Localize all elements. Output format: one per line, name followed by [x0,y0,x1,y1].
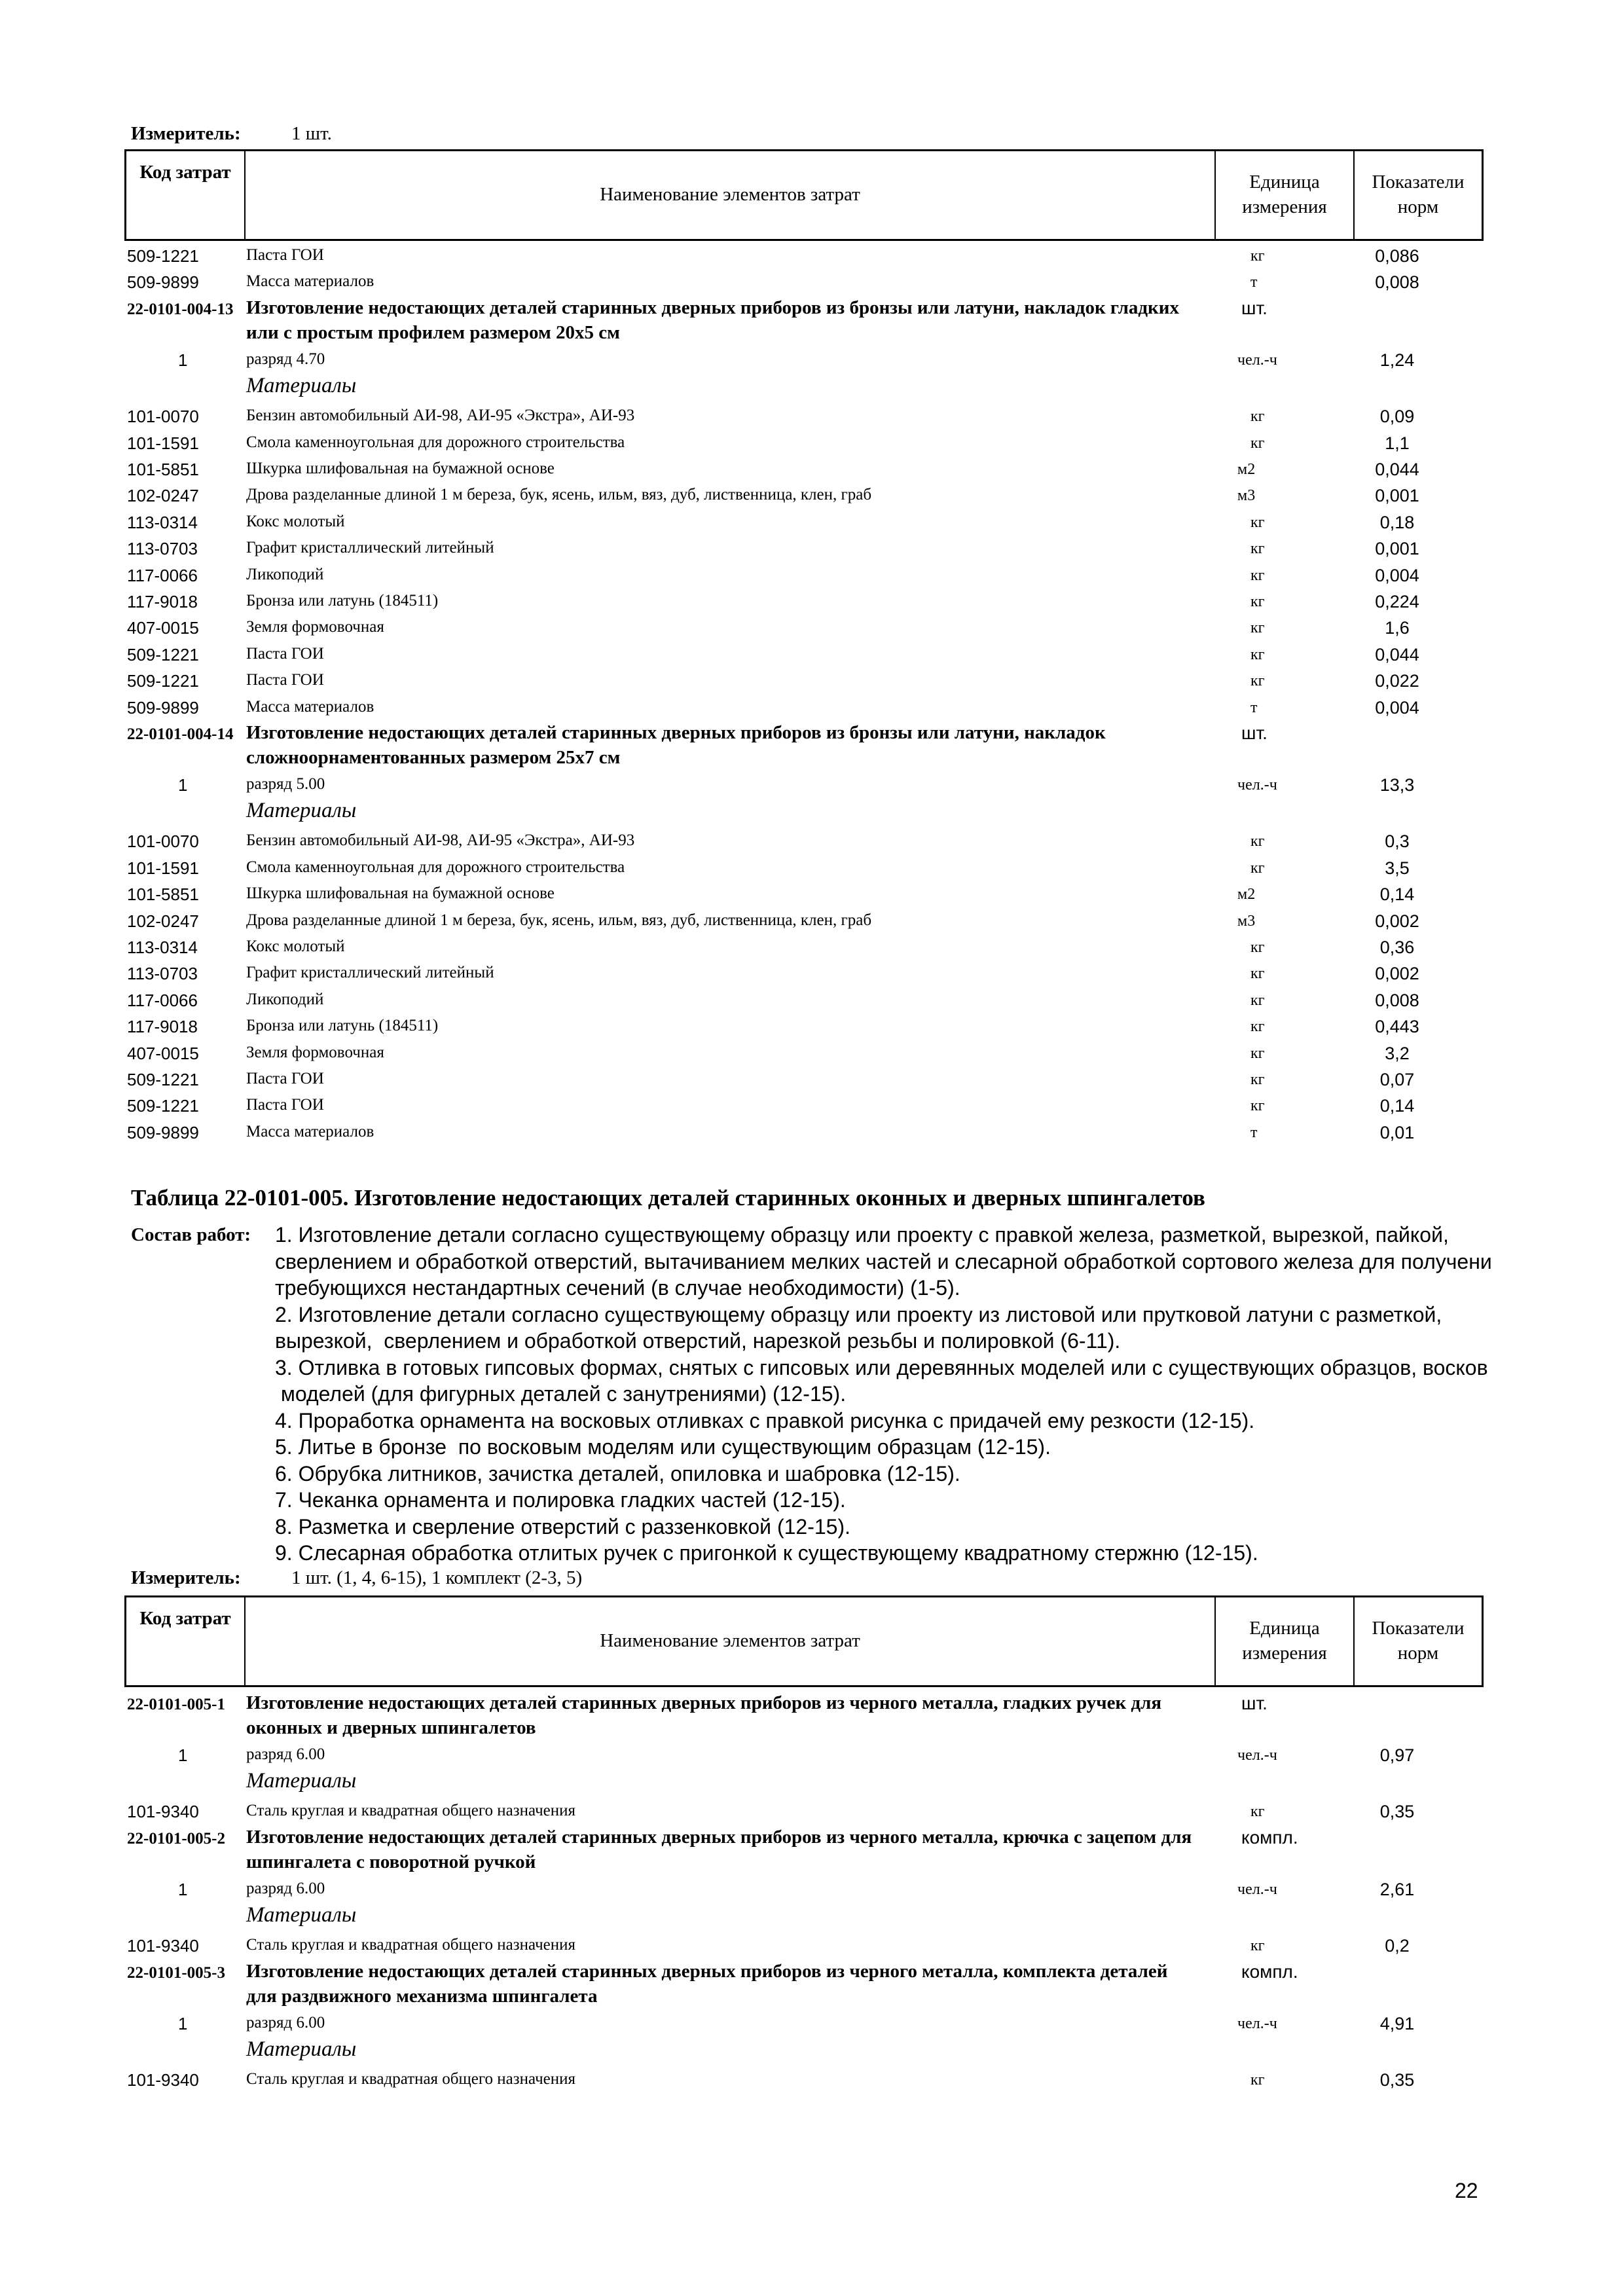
cell-unit: кг [1250,408,1265,426]
composition-label: Состав работ: [131,1224,251,1245]
composition-line: требующихся нестандартных сечений (в случае необходимости) (1-5). [275,1276,960,1300]
cell-name: Изготовление недостающих деталей старинных дверных приборов из черного металла, гладких ручек для оконных и дверных шпингалетов [246,1692,1162,1738]
table-group-row [124,1825,1484,1876]
cell-unit: кг [1250,1937,1265,1955]
cell-code: 1 [178,775,188,795]
table-row [124,456,1484,482]
cell-value: 0,001 [1375,486,1419,506]
cell-name: Паста ГОИ [246,644,324,663]
cell-name: Бензин автомобильный АИ-98, АИ-95 «Экстра», АИ-93 [246,407,635,425]
cell-unit: кг [1250,540,1265,558]
cell-unit: кг [1250,1097,1265,1115]
table-header-1 [124,149,1484,241]
cell-name: Сталь круглая и квадратная общего назначения [246,1802,576,1820]
header-name: Наименование элементов затрат [246,151,1216,239]
cell-unit: кг [1250,1018,1265,1036]
section-row [124,2036,1484,2066]
table-row [124,482,1484,508]
cell-value: 0,004 [1375,565,1419,585]
cell-value: 0,086 [1375,246,1419,266]
table-row [124,346,1484,373]
table-row [124,1066,1484,1092]
table-row [124,403,1484,429]
table-row [124,987,1484,1013]
cell-unit: чел.-ч [1237,2014,1277,2032]
cell-name: Дрова разделанные длиной 1 м береза, бук, ясень, ильм, вяз, дуб, лиственница, клен, граб [246,486,872,504]
cell-value: 13,3 [1379,775,1415,795]
table-row [124,588,1484,614]
cell-name: Материалы [246,799,357,823]
cell-unit: кг [1250,619,1265,637]
cell-value: 0,35 [1379,2070,1415,2090]
cell-name: разряд 4.70 [246,350,325,368]
cell-name: разряд 6.00 [246,2013,325,2032]
cell-code: 1 [178,1879,188,1899]
cell-unit: кг [1250,859,1265,877]
cell-value: 0,09 [1379,407,1415,427]
table-row [124,268,1484,295]
cell-code: 22-0101-005-1 [127,1696,225,1713]
cell-unit: м3 [1237,487,1256,505]
cell-value: 0,01 [1379,1122,1415,1142]
table-row [124,1013,1484,1039]
header-code: Код затрат [126,1597,246,1685]
cell-unit: шт. [1241,1693,1267,1713]
cell-value: 0,36 [1379,938,1415,957]
composition-line: моделей (для фигурных деталей с занутрениями) (12-15). [275,1382,847,1406]
cell-value: 0,004 [1375,697,1419,718]
cell-unit: кг [1250,965,1265,983]
cell-unit: компл. [1241,1961,1298,1982]
cell-name: Бронза или латунь (184511) [246,1017,439,1035]
cell-value: 0,2 [1385,1936,1410,1956]
cell-value: 0,022 [1375,671,1419,691]
cell-unit: чел.-ч [1237,351,1277,369]
cell-name: Сталь круглая и квадратная общего назначения [246,2070,576,2088]
cell-unit: м3 [1237,912,1256,930]
cell-name: Бензин автомобильный АИ-98, АИ-95 «Экстра», АИ-93 [246,831,635,850]
cell-code: 101-5851 [127,884,199,905]
section-row [124,1902,1484,1932]
page-number: 22 [1455,2179,1478,2202]
composition-line: 5. Литье в бронзе по восковым моделям или существующим образцам (12-15). [275,1435,1051,1459]
cell-name: Масса материалов [246,1122,374,1140]
table-row [124,1741,1484,1768]
cell-value: 3,2 [1385,1043,1410,1063]
measure-value: 1 шт. (1, 4, 6-15), 1 комплект (2-3, 5) [291,1567,583,1588]
table-group-row [124,1690,1484,1741]
header-name: Наименование элементов затрат [246,1597,1216,1685]
measure-value: 1 шт. [291,123,332,144]
cell-value: 0,008 [1375,990,1419,1010]
cell-code: 22-0101-005-3 [127,1963,225,1982]
cell-code: 509-9899 [127,272,199,293]
table-row [124,1119,1484,1145]
cell-unit: м2 [1237,461,1256,478]
cell-code: 101-9340 [127,1936,199,1956]
cell-code: 117-9018 [127,1017,198,1037]
cell-unit: кг [1250,1803,1265,1821]
table-row [124,242,1484,268]
cell-unit: кг [1250,991,1265,1009]
table-row [124,614,1484,640]
table-row [124,429,1484,456]
composition-line: 7. Чеканка орнамента и полировка гладких частей (12-15). [275,1488,846,1512]
cell-value: 0,001 [1375,539,1419,559]
cell-code: 113-0703 [127,964,198,984]
cell-name: Графит кристаллический литейный [246,539,494,557]
cell-unit: кг [1250,1044,1265,1062]
table-row [124,641,1484,667]
table-row [124,934,1484,960]
cell-code: 22-0101-004-14 [127,725,234,743]
cell-unit: шт. [1241,297,1267,318]
cell-name: Материалы [246,1903,357,1927]
cell-code: 509-1221 [127,671,199,691]
cell-value: 1,6 [1385,618,1410,638]
cell-code: 101-1591 [127,433,199,453]
cell-code: 117-0066 [127,990,198,1010]
cell-unit: м2 [1237,886,1256,903]
cell-name: Масса материалов [246,272,374,291]
cell-name: Изготовление недостающих деталей старинных дверных приборов из черного металла, комплекта деталей для раздвижного механизма шпингалета [246,1960,1168,2007]
cell-unit: чел.-ч [1237,1880,1277,1898]
cell-value: 2,61 [1379,1879,1415,1899]
cell-name: Изготовление недостающих деталей старинных дверных приборов из черного металла, крючка с зацепом для шпингалета с поворотной ручкой [246,1826,1192,1872]
cell-code: 117-0066 [127,565,198,585]
cell-name: Смола каменноугольная для дорожного строительства [246,433,625,451]
cell-code: 101-9340 [127,2070,199,2090]
cell-code: 101-1591 [127,858,199,878]
cell-name: Земля формовочная [246,1043,384,1061]
cell-unit: кг [1250,593,1265,610]
composition-line: вырезкой, сверлением и обработкой отверстий, нарезкой резьбы и полировкой (6-11). [275,1329,1121,1353]
composition-line: сверлением и обработкой отверстий, вытачиванием мелких частей и слесарной обработкой сортового железа для получени [275,1249,1492,1273]
cell-code: 117-9018 [127,592,198,611]
cell-unit: кг [1250,939,1265,956]
cell-code: 113-0314 [127,938,198,957]
cell-name: Шкурка шлифовальная на бумажной основе [246,884,555,903]
cell-value: 0,14 [1379,1096,1415,1116]
cell-code: 113-0314 [127,512,198,532]
table-row [124,667,1484,693]
cell-code: 102-0247 [127,486,199,506]
table-row [124,1040,1484,1066]
cell-name: Материалы [246,1769,357,1793]
table-row [124,1798,1484,1824]
cell-value: 1,1 [1385,433,1410,453]
header-unit: Единица измерения [1216,1597,1355,1685]
table-row [124,1092,1484,1118]
composition-line: 8. Разметка и сверление отверстий с раззенковкой (12-15). [275,1514,850,1539]
section-row [124,1768,1484,1798]
cell-code: 509-9899 [127,697,199,718]
cell-code: 509-1221 [127,644,199,665]
cell-value: 0,008 [1375,272,1419,293]
cell-unit: кг [1250,1071,1265,1088]
cell-name: Кокс молотый [246,512,345,530]
cell-code: 22-0101-005-2 [127,1829,225,1848]
cell-name: Материалы [246,374,357,398]
cell-name: Материалы [246,2037,357,2061]
cell-unit: кг [1250,566,1265,584]
composition-line: 1. Изготовление детали согласно существующему образцу или проекту с правкой железа, разметкой, вырезкой, пайкой, [275,1223,1449,1247]
composition-line: 9. Слесарная обработка отлитых ручек с пригонкой к существующему квадратному стержню (12-15). [275,1541,1258,1565]
table-row [124,960,1484,986]
table-group-row [124,1959,1484,2010]
measure-line-2 [131,1567,583,1589]
cell-unit: чел.-ч [1237,776,1277,793]
cell-value: 0,14 [1379,884,1415,905]
measure-label: Измеритель: [131,1567,241,1588]
table-row [124,1932,1484,1958]
cell-value: 3,5 [1385,858,1410,878]
section-row [124,373,1484,403]
cell-value: 1,24 [1379,350,1415,370]
cell-unit: т [1250,1123,1258,1141]
cell-value: 0,18 [1379,512,1415,532]
table-row [124,881,1484,907]
cell-value: 0,044 [1375,644,1419,665]
cell-code: 1 [178,350,188,370]
cell-unit: т [1250,274,1258,291]
cell-code: 22-0101-004-13 [127,300,234,318]
cell-code: 1 [178,2013,188,2033]
cell-value: 0,224 [1375,592,1419,611]
cell-value: 0,35 [1379,1802,1415,1822]
header-norm: Показатели норм [1372,1618,1465,1664]
cell-unit: кг [1250,247,1265,264]
cell-value: 0,002 [1375,964,1419,984]
cell-code: 101-9340 [127,1802,199,1822]
measure-line-1 [131,123,332,145]
table-group-row [124,295,1484,346]
table-title: Таблица 22-0101-005. Изготовление недостающих деталей старинных оконных и дверных шпингалетов [131,1185,1205,1211]
table-row [124,694,1484,720]
table-group-row [124,720,1484,771]
cell-name: Шкурка шлифовальная на бумажной основе [246,460,555,477]
cell-name: разряд 6.00 [246,1879,325,1897]
cell-code: 509-1221 [127,246,199,266]
cell-value: 0,07 [1379,1070,1415,1089]
cell-unit: чел.-ч [1237,1747,1277,1764]
cell-code: 101-5851 [127,460,199,479]
cell-value: 0,97 [1379,1745,1415,1765]
table-row [124,509,1484,535]
cell-unit: кг [1250,513,1265,531]
cell-value: 4,91 [1379,2013,1415,2033]
composition-line: 2. Изготовление детали согласно существующему образцу или проекту из листовой или прутковой латуни с разметкой, [275,1302,1442,1326]
cell-code: 1 [178,1745,188,1765]
cell-name: Земля формовочная [246,618,384,636]
cell-name: Дрова разделанные длиной 1 м береза, бук, ясень, ильм, вяз, дуб, лиственница, клен, граб [246,911,872,929]
measure-label: Измеритель: [131,123,241,144]
cell-unit: кг [1250,833,1265,850]
table-row [124,828,1484,854]
cell-unit: кг [1250,646,1265,663]
cell-unit: кг [1250,434,1265,452]
composition-text [275,1222,1493,1567]
table-row [124,907,1484,934]
cell-name: Паста ГОИ [246,1096,324,1114]
cell-unit: кг [1250,672,1265,690]
cell-code: 509-1221 [127,1096,199,1116]
cell-unit: шт. [1241,723,1267,743]
cell-code: 509-1221 [127,1070,199,1089]
cell-name: Бронза или латунь (184511) [246,592,439,610]
table-row [124,562,1484,588]
cell-code: 407-0015 [127,1043,199,1063]
cell-name: Изготовление недостающих деталей старинных дверных приборов из бронзы или латуни, накладок сложноорнаментованных размером 25х7 см [246,722,1106,768]
table-row [124,535,1484,561]
cell-name: Смола каменноугольная для дорожного строительства [246,858,625,876]
cell-code: 509-9899 [127,1122,199,1142]
cell-value: 0,002 [1375,911,1419,931]
cell-code: 113-0703 [127,539,198,559]
cell-name: Паста ГОИ [246,246,324,264]
composition-line: 4. Проработка орнамента на восковых отливках с правкой рисунка с придачей ему резкости (12-15). [275,1408,1255,1432]
composition-line: 6. Обрубка литников, зачистка деталей, опиловка и шабровка (12-15). [275,1461,960,1485]
cell-name: разряд 5.00 [246,775,325,793]
cell-value: 0,044 [1375,460,1419,479]
cell-code: 407-0015 [127,618,199,638]
cell-name: Изготовление недостающих деталей старинных дверных приборов из бронзы или латуни, накладок гладких или с простым профилем размером 20х5 см [246,297,1179,343]
header-unit: Единица измерения [1216,151,1355,239]
cell-name: Паста ГОИ [246,671,324,689]
cell-name: Сталь круглая и квадратная общего назначения [246,1936,576,1954]
cell-unit: компл. [1241,1827,1298,1848]
cell-name: Ликоподий [246,565,324,583]
cell-name: Ликоподий [246,990,324,1008]
cell-name: Графит кристаллический литейный [246,964,494,982]
cell-value: 0,3 [1385,831,1410,852]
cell-name: Паста ГОИ [246,1070,324,1087]
table-row [124,854,1484,881]
section-row [124,797,1484,828]
cell-code: 101-0070 [127,831,199,852]
cell-value: 0,443 [1375,1017,1419,1037]
table-header-2 [124,1595,1484,1687]
table-row [124,2010,1484,2036]
cell-code: 102-0247 [127,911,199,931]
cell-name: Кокс молотый [246,938,345,955]
cell-unit: кг [1250,2071,1265,2088]
cell-code: 101-0070 [127,407,199,427]
composition-line: 3. Отливка в готовых гипсовых формах, снятых с гипсовых или деревянных моделей или с существующих образцов, восков [275,1355,1488,1379]
table-row [124,1876,1484,1902]
table-row [124,2066,1484,2092]
header-code: Код затрат [126,151,246,239]
cell-unit: т [1250,699,1258,716]
table-row [124,771,1484,797]
cell-name: разряд 6.00 [246,1745,325,1763]
header-norm: Показатели норм [1372,172,1465,217]
cell-name: Масса материалов [246,697,374,716]
